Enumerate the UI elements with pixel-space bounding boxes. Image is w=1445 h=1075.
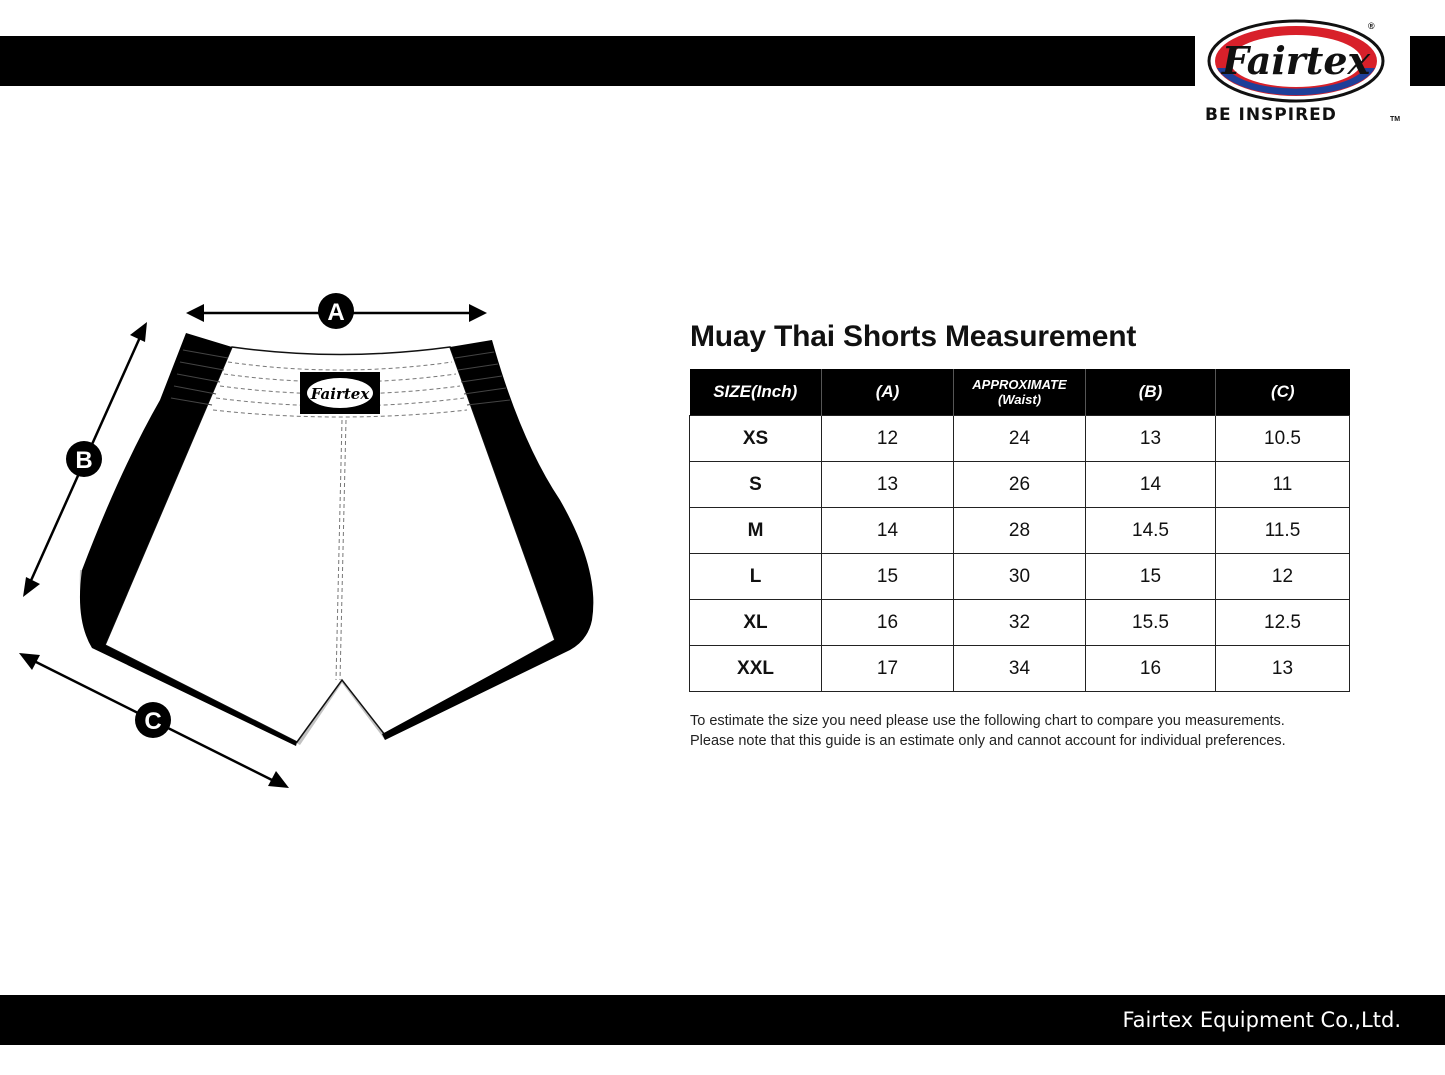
cell-b: 15 <box>1086 554 1216 600</box>
cell-waist: 32 <box>954 600 1086 646</box>
cell-b: 16 <box>1086 646 1216 692</box>
fairtex-logo <box>1195 12 1410 130</box>
table-header-row <box>690 369 1350 416</box>
company-name: Fairtex Equipment Co.,Ltd. <box>1122 1008 1401 1032</box>
header-size: SIZE(Inch) <box>690 369 822 416</box>
cell-a: 12 <box>822 416 954 462</box>
cell-a: 15 <box>822 554 954 600</box>
table-row <box>690 462 1350 508</box>
cell-size: XXL <box>690 646 822 692</box>
header-waist-line2: (Waist) <box>997 392 1042 407</box>
note-line-2: Please note that this guide is an estimate only and cannot account for individual preferences. <box>690 733 1286 749</box>
registered-mark: ® <box>1368 21 1375 31</box>
brand-tagline: BE INSPIRED <box>1205 105 1337 125</box>
shorts-diagram <box>0 280 620 800</box>
waistband-logo-text: Fairtex <box>310 385 370 403</box>
table-row <box>690 600 1350 646</box>
cell-size: XS <box>690 416 822 462</box>
fairtex-logo-emblem <box>1195 12 1410 104</box>
arrow-a <box>186 293 487 329</box>
cell-c: 11.5 <box>1216 508 1350 554</box>
logo-wordmark: Fairtex <box>1221 38 1371 83</box>
cell-size: L <box>690 554 822 600</box>
header-waist <box>954 369 1086 416</box>
trademark-mark: TM <box>1390 116 1401 123</box>
cell-c: 10.5 <box>1216 416 1350 462</box>
cell-c: 11 <box>1216 462 1350 508</box>
cell-b: 15.5 <box>1086 600 1216 646</box>
header-c: (C) <box>1216 369 1350 416</box>
page-title: Muay Thai Shorts Measurement <box>690 320 1137 353</box>
cell-waist: 26 <box>954 462 1086 508</box>
header-a: (A) <box>822 369 954 416</box>
note-line-1: To estimate the size you need please use the following chart to compare you measurements. <box>690 713 1285 729</box>
cell-c: 13 <box>1216 646 1350 692</box>
cell-waist: 34 <box>954 646 1086 692</box>
cell-size: M <box>690 508 822 554</box>
cell-a: 17 <box>822 646 954 692</box>
cell-b: 14.5 <box>1086 508 1216 554</box>
cell-a: 14 <box>822 508 954 554</box>
label-b: B <box>75 447 93 474</box>
table-row <box>690 646 1350 692</box>
cell-c: 12 <box>1216 554 1350 600</box>
cell-waist: 24 <box>954 416 1086 462</box>
size-note <box>690 711 1286 751</box>
cell-size: S <box>690 462 822 508</box>
size-table <box>689 369 1350 692</box>
cell-a: 16 <box>822 600 954 646</box>
label-c: C <box>144 708 162 735</box>
cell-waist: 28 <box>954 508 1086 554</box>
label-a: A <box>327 299 345 326</box>
header-waist-line1: APPROXIMATE <box>972 377 1067 392</box>
header-b: (B) <box>1086 369 1216 416</box>
table-row <box>690 416 1350 462</box>
cell-waist: 30 <box>954 554 1086 600</box>
cell-a: 13 <box>822 462 954 508</box>
cell-b: 13 <box>1086 416 1216 462</box>
cell-size: XL <box>690 600 822 646</box>
cell-c: 12.5 <box>1216 600 1350 646</box>
cell-b: 14 <box>1086 462 1216 508</box>
bottom-bar <box>0 995 1445 1045</box>
table-row <box>690 554 1350 600</box>
table-row <box>690 508 1350 554</box>
